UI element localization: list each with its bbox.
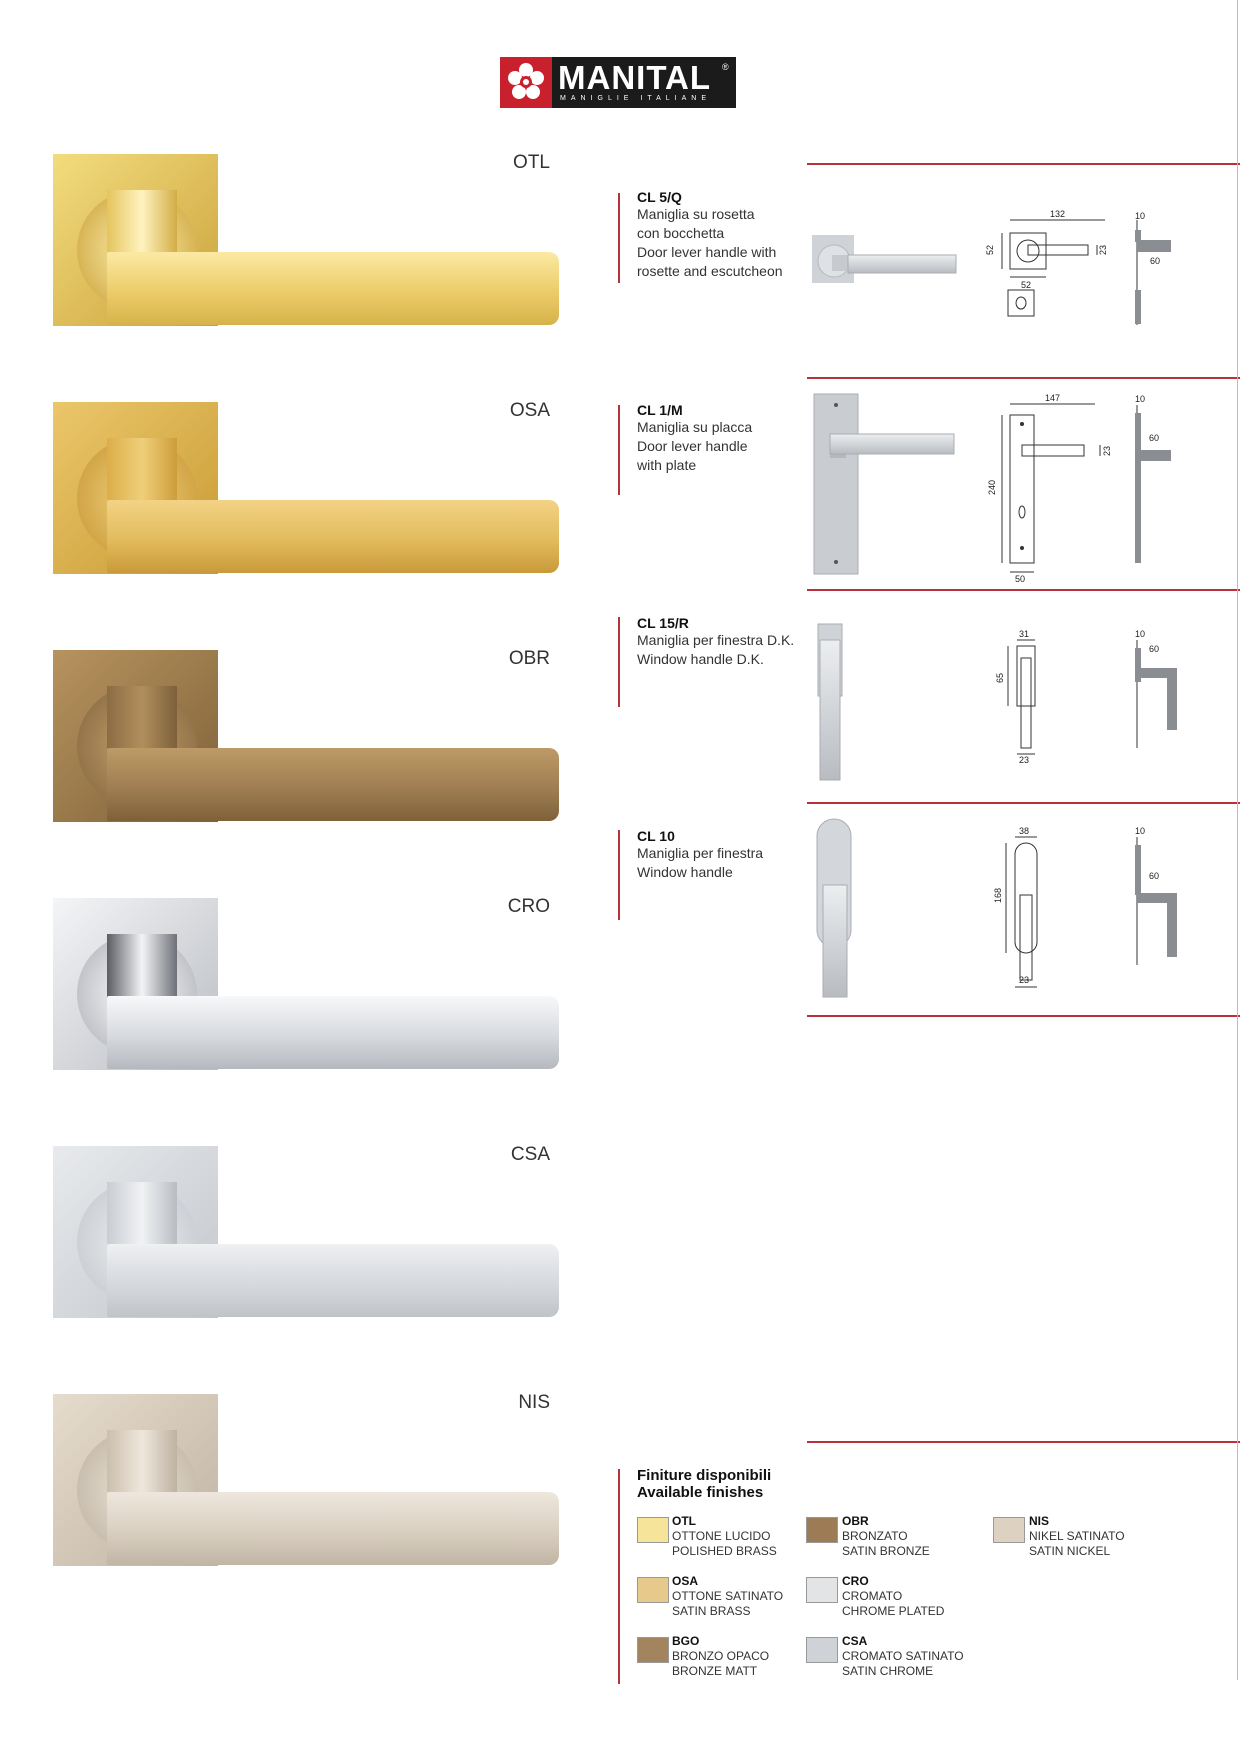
dimension-label: 10 — [1135, 826, 1146, 836]
finish-code: OBR — [842, 1514, 869, 1528]
finish-name-it: OTTONE SATINATO — [672, 1589, 784, 1603]
handle-lever — [107, 252, 559, 325]
finish-code-label: OTL — [513, 152, 550, 173]
finish-code-label: OSA — [509, 400, 550, 421]
handle-lever — [107, 748, 559, 821]
technical-drawing-cl5q — [985, 205, 1125, 330]
product-code: CL 10 — [637, 828, 675, 844]
handle-photo-csa — [45, 1132, 575, 1364]
dimension-label: 10 — [1135, 394, 1146, 404]
product-desc-line: Window handle D.K. — [637, 651, 764, 667]
dimension-label: 23 — [1098, 244, 1108, 255]
product-cl15r — [637, 615, 807, 669]
registered-mark: ® — [722, 62, 729, 72]
handle-neck — [107, 686, 177, 756]
technical-drawing-cl10 — [995, 825, 1065, 990]
finish-name-it: CROMATO SATINATO — [842, 1649, 964, 1663]
product-cl10 — [637, 828, 807, 882]
section-divider — [807, 589, 1240, 591]
finish-code-label: NIS — [518, 1392, 550, 1413]
handle-neck — [107, 1182, 177, 1252]
dimension-label: 50 — [1015, 574, 1026, 584]
dimension-label: 23 — [1102, 445, 1112, 456]
product-desc-line: Maniglia su placca — [637, 419, 753, 435]
finish-swatch-obr — [806, 1517, 838, 1543]
section-marker — [618, 193, 620, 283]
finish-name-it: BRONZATO — [842, 1529, 908, 1543]
brand-name: MANITAL — [558, 59, 712, 96]
dimension-label: 23 — [1019, 755, 1030, 765]
product-photo-cl1m — [810, 390, 960, 580]
product-desc-line: Door lever handle — [637, 438, 748, 454]
product-desc-line: with plate — [637, 457, 697, 473]
finish-code: BGO — [672, 1634, 700, 1648]
product-desc-line: rosette and escutcheon — [637, 263, 783, 279]
product-desc-line: Window handle — [637, 864, 733, 880]
finish-name-it: CROMATO — [842, 1589, 903, 1603]
handle-neck — [107, 438, 177, 508]
finish-code: NIS — [1029, 1514, 1050, 1528]
finish-code-label: OBR — [508, 648, 550, 669]
dimension-label: 60 — [1149, 644, 1160, 654]
product-desc-line: Maniglia per finestra D.K. — [637, 632, 795, 648]
finish-code: CSA — [842, 1634, 868, 1648]
handle-lever — [107, 1492, 559, 1565]
section-marker — [618, 1469, 620, 1684]
product-photo-cl15r — [810, 620, 870, 785]
product-photo-cl10 — [810, 815, 870, 1005]
section-marker — [618, 405, 620, 495]
product-code: CL 1/M — [637, 402, 683, 418]
dimension-label: 31 — [1019, 629, 1030, 639]
finish-name-en: POLISHED BRASS — [672, 1544, 777, 1558]
handle-lever — [107, 1244, 559, 1317]
finish-swatch-bgo — [637, 1637, 669, 1663]
dimension-label: 65 — [995, 672, 1005, 683]
finish-name-en: SATIN BRASS — [672, 1604, 751, 1618]
product-desc-line: Maniglia su rosetta — [637, 206, 755, 222]
section-divider — [807, 802, 1240, 804]
dimension-label: 23 — [1019, 975, 1030, 985]
product-photo-cl5q — [810, 225, 960, 287]
handle-photo-otl — [45, 140, 575, 372]
finish-code: OSA — [672, 1574, 699, 1588]
brand-tagline: MANIGLIE ITALIANE — [560, 95, 711, 102]
dimension-label: 240 — [987, 479, 997, 495]
finish-name-it: NIKEL SATINATO — [1029, 1529, 1125, 1543]
finish-swatch-cro — [806, 1577, 838, 1603]
page-edge — [1237, 0, 1238, 1680]
flower-icon — [500, 57, 552, 108]
dimension-label: 10 — [1135, 629, 1146, 639]
side-drawing-cl1m — [1125, 393, 1185, 568]
handle-photo-osa — [45, 388, 575, 620]
technical-drawing-cl1m — [985, 390, 1125, 584]
handle-neck — [107, 1430, 177, 1500]
finish-code: OTL — [672, 1514, 696, 1528]
finish-name-en: SATIN NICKEL — [1029, 1544, 1111, 1558]
product-cl1m — [637, 402, 807, 475]
finish-name-en: CHROME PLATED — [842, 1604, 945, 1618]
handle-photo-nis — [45, 1380, 575, 1612]
finish-name-en: BRONZE MATT — [672, 1664, 758, 1678]
section-divider — [807, 1015, 1240, 1017]
product-cl5q — [637, 189, 807, 281]
dimension-label: 38 — [1019, 826, 1030, 836]
side-drawing-cl15r — [1125, 628, 1185, 753]
dimension-label: 168 — [993, 887, 1003, 903]
dimension-label: 60 — [1149, 871, 1160, 881]
section-marker — [618, 830, 620, 920]
handle-photo-cro — [45, 884, 575, 1116]
finish-name-it: OTTONE LUCIDO — [672, 1529, 771, 1543]
dimension-label: 147 — [1045, 393, 1061, 403]
finish-swatch-otl — [637, 1517, 669, 1543]
product-desc-line: Door lever handle with — [637, 244, 777, 260]
dimension-label: 10 — [1135, 211, 1146, 221]
side-drawing-cl10 — [1125, 825, 1185, 970]
dimension-label: 52 — [985, 244, 995, 255]
handle-lever — [107, 996, 559, 1069]
finish-name-it: BRONZO OPACO — [672, 1649, 770, 1663]
dimension-label: 132 — [1050, 209, 1066, 219]
dimension-label: 52 — [1021, 280, 1032, 290]
handle-photo-obr — [45, 636, 575, 868]
section-divider — [807, 163, 1240, 165]
finishes-title-it: Finiture disponibili — [637, 1467, 772, 1484]
handle-lever — [107, 500, 559, 573]
finish-name-en: SATIN BRONZE — [842, 1544, 930, 1558]
finish-swatch-osa — [637, 1577, 669, 1603]
finish-code-label: CSA — [510, 1144, 550, 1165]
finishes-heading — [637, 1467, 771, 1501]
handle-neck — [107, 934, 177, 1004]
handle-neck — [107, 190, 177, 260]
technical-drawing-cl15r — [995, 628, 1065, 763]
finish-swatch-nis — [993, 1517, 1025, 1543]
section-marker — [618, 617, 620, 707]
product-desc-line: Maniglia per finestra — [637, 845, 764, 861]
product-code: CL 15/R — [637, 615, 689, 631]
product-code: CL 5/Q — [637, 189, 682, 205]
finishes-title-en: Available finishes — [637, 1484, 764, 1501]
product-desc-line: con bocchetta — [637, 225, 725, 241]
section-divider — [807, 1441, 1240, 1443]
dimension-label: 60 — [1150, 256, 1161, 266]
finish-swatch-csa — [806, 1637, 838, 1663]
brand-logo — [500, 57, 736, 108]
section-divider — [807, 377, 1240, 379]
finish-code-label: CRO — [507, 896, 550, 917]
finish-code: CRO — [842, 1574, 869, 1588]
finishes-grid — [636, 1514, 1136, 1684]
finish-name-en: SATIN CHROME — [842, 1664, 934, 1678]
side-drawing-cl5q — [1125, 210, 1185, 330]
dimension-label: 60 — [1149, 433, 1160, 443]
